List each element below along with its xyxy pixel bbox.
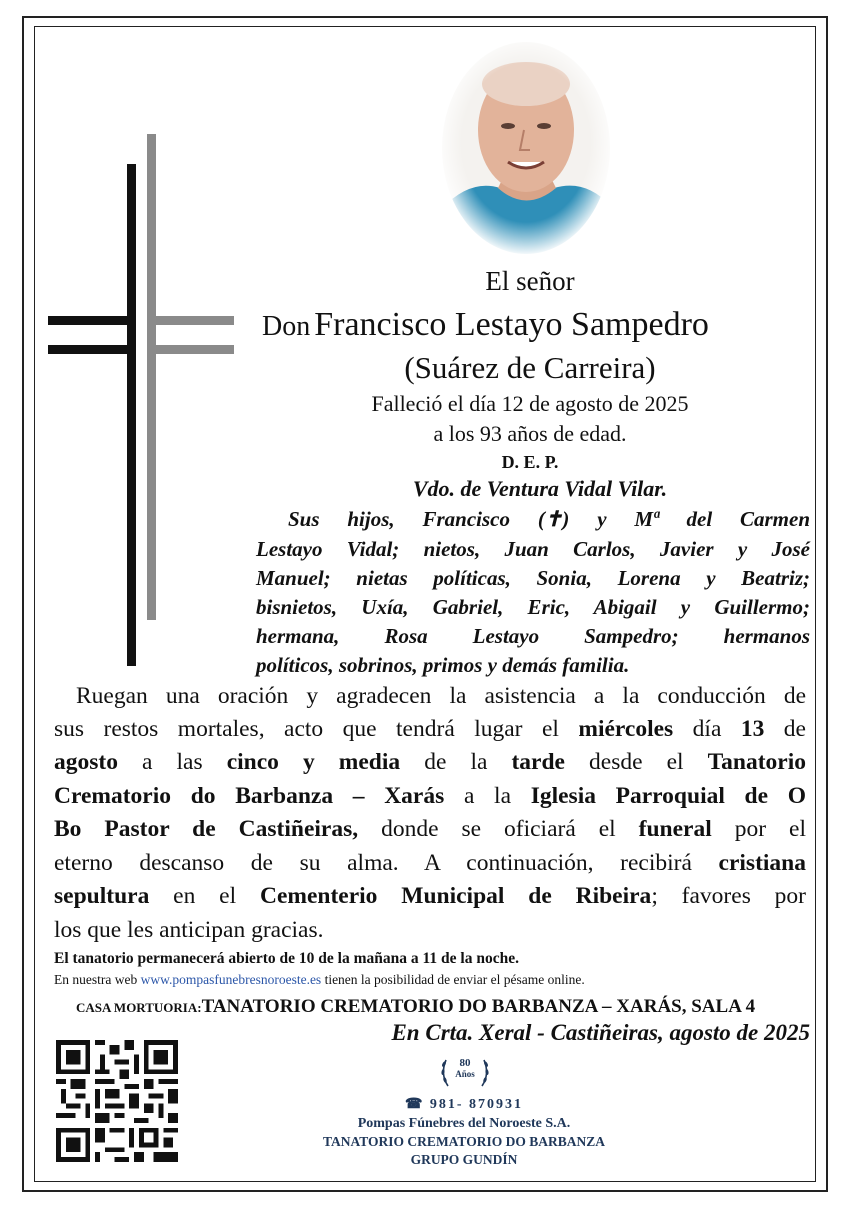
mortuary-line	[76, 996, 755, 1018]
family-line: bisnietos, Uxía, Gabriel, Eric, Abigail y Guillermo;	[256, 595, 810, 619]
honorific: El señor	[485, 266, 575, 296]
paragraph-line: Ruegan una oración y agradecen la asistencia a la conducción de	[76, 683, 806, 709]
mortuary-value: TANATORIO CREMATORIO DO BARBANZA – XARÁS, SALA 4	[201, 996, 756, 1017]
footer-tanatorio: TANATORIO CREMATORIO DO BARBANZA	[323, 1134, 605, 1149]
company-name: Pompas Fúnebres del Noroeste S.A.	[357, 1116, 571, 1131]
paragraph-line: sepultura en el Cementerio Municipal de Ribeira; favores por	[54, 883, 807, 909]
paragraph-line: los que les anticipan gracias.	[54, 917, 324, 943]
family-line: Sus hijos, Francisco (✝) y Mª del Carmen	[288, 507, 810, 531]
place-date: En Crta. Xeral - Castiñeiras, agosto de 2025	[391, 1020, 810, 1045]
deceased-name: Francisco Lestayo Sampedro	[314, 306, 709, 343]
family-line: Lestayo Vidal; nietos, Juan Carlos, Javier y José	[256, 537, 810, 561]
don-prefix: Don	[262, 311, 311, 342]
phone-icon: ☎	[404, 1097, 425, 1112]
paragraph-line: sus restos mortales, acto que tendrá lugar el miércoles día 13 de	[54, 716, 806, 742]
opening-hours: El tanatorio permanecerá abierto de 10 de la mañana a 11 de la noche.	[54, 950, 519, 967]
badge-text: 80 Años	[455, 1057, 475, 1079]
mortuary-label: CASA MORTUORIA:	[76, 1000, 202, 1015]
paragraph-line: Bo Pastor de Castiñeiras, donde se oficiará el funeral por el	[54, 816, 806, 842]
paragraph-line: agosto a las cinco y media de la tarde desde el Tanatorio	[54, 749, 806, 775]
deceased-name-line	[262, 306, 709, 344]
web-condolences: En nuestra web www.pompasfunebresnoroeste.es tienen la posibilidad de enviar el pésame online.	[54, 972, 585, 987]
portrait-photo	[438, 38, 614, 256]
cross-icon	[44, 130, 234, 670]
death-date: Falleció el día 12 de agosto de 2025	[371, 391, 689, 416]
family-line: políticos, sobrinos, primos y demás familia.	[256, 653, 630, 677]
phone-line[interactable]: ☎ 981- 870931	[404, 1097, 524, 1112]
deceased-alias: (Suárez de Carreira)	[404, 350, 656, 385]
paragraph-line: eterno descanso de su alma. A continuación, recibirá cristiana	[54, 850, 806, 876]
age-at-death: a los 93 años de edad.	[433, 421, 627, 446]
footer-group: GRUPO GUNDÍN	[410, 1152, 518, 1167]
website-link[interactable]: www.pompasfunebresnoroeste.es	[140, 972, 322, 987]
widower-line: Vdo. de Ventura Vidal Vilar.	[412, 476, 668, 501]
family-line: hermana, Rosa Lestayo Sampedro; hermanos	[256, 624, 810, 648]
paragraph-line: Crematorio do Barbanza – Xarás a la Iglesia Parroquial de O	[54, 783, 807, 809]
qr-code-icon[interactable]	[56, 1040, 178, 1162]
family-line: Manuel; nietas políticas, Sonia, Lorena y Beatriz;	[256, 566, 810, 590]
dep-initials: D. E. P.	[501, 452, 559, 472]
